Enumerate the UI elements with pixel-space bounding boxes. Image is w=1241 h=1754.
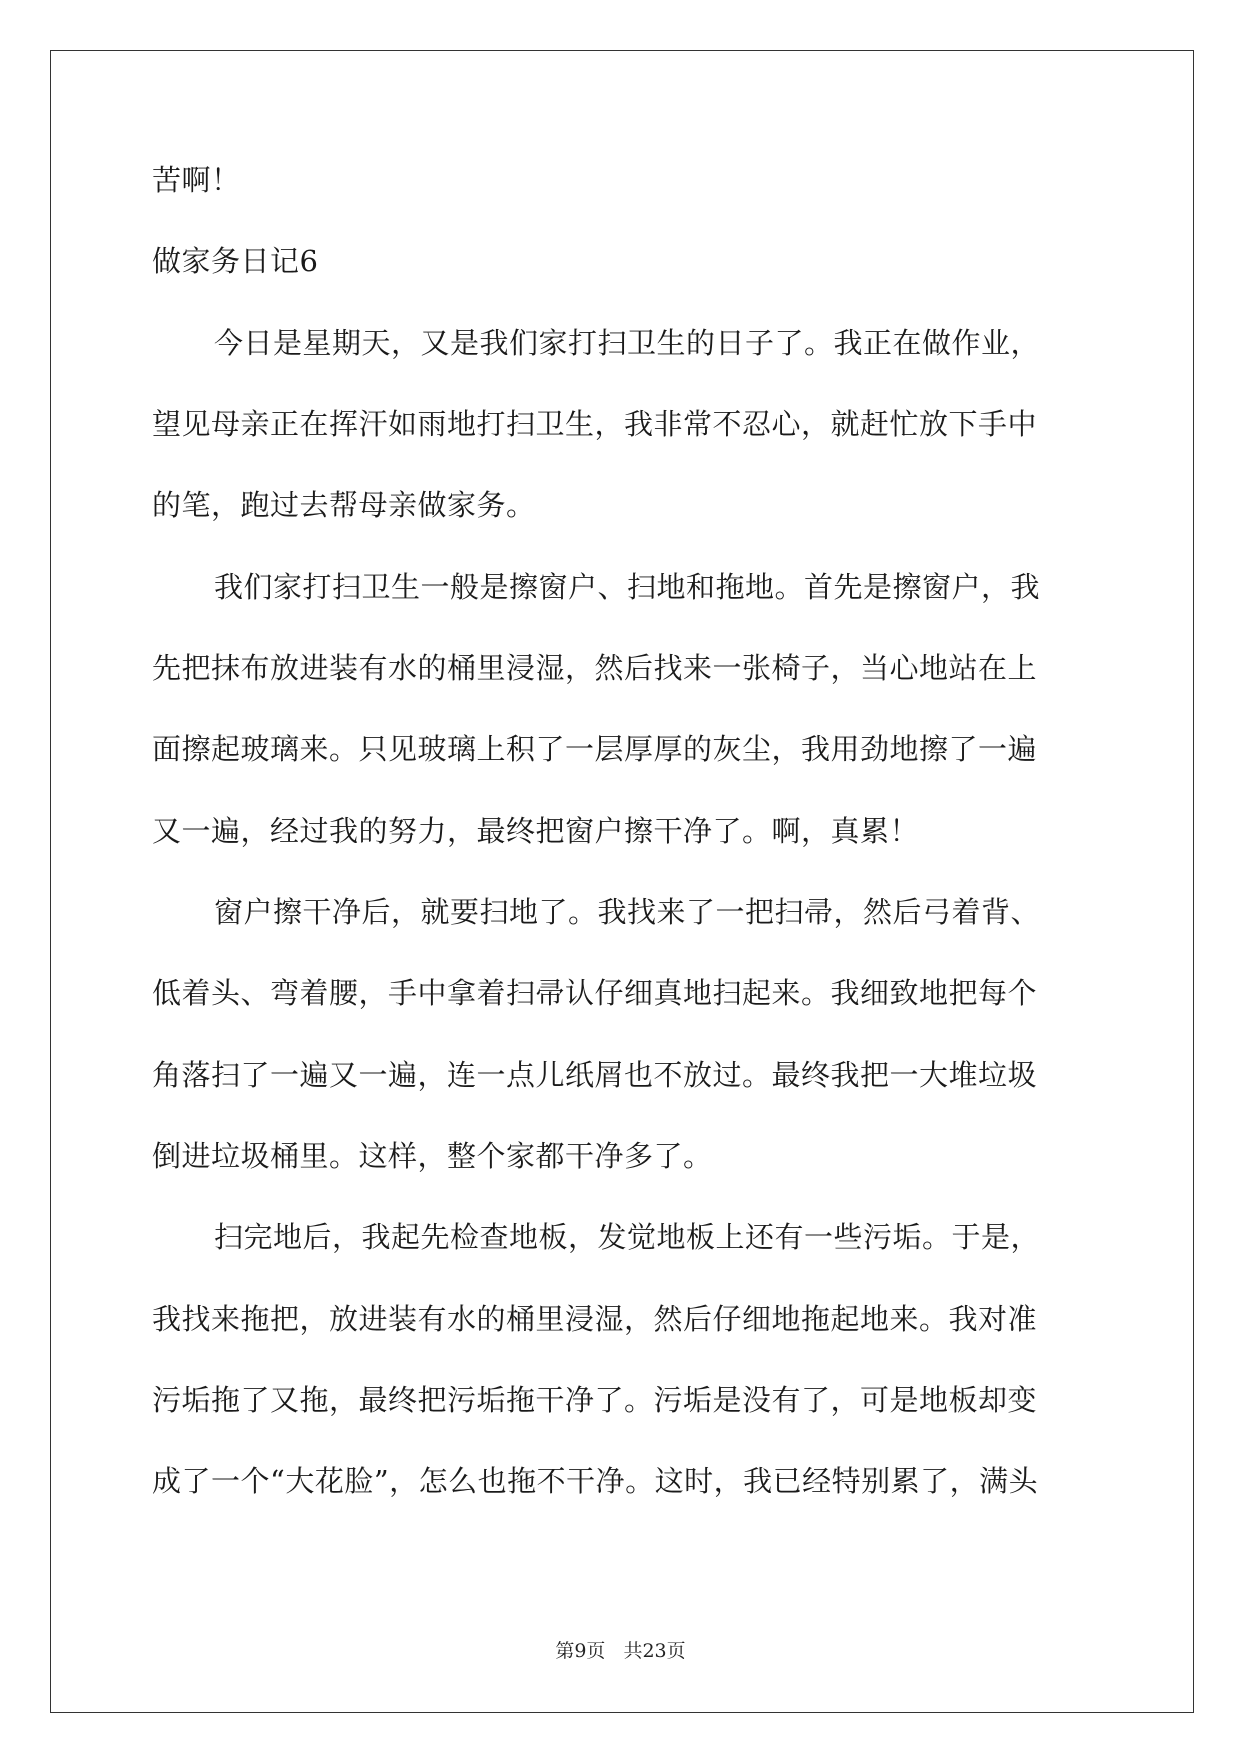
text-line: 又一遍，经过我的努力，最终把窗户擦干净了。啊，真累！	[152, 814, 920, 848]
text-line: 扫完地后，我起先检查地板，发觉地板上还有一些污垢。于是，	[214, 1220, 1041, 1254]
text-line: 面擦起玻璃来。只见玻璃上积了一层厚厚的灰尘，我用劲地擦了一遍	[152, 732, 1038, 766]
section-heading: 做家务日记6	[152, 244, 319, 278]
page-footer	[0, 1636, 1241, 1663]
text-line: 污垢拖了又拖，最终把污垢拖干净了。污垢是没有了，可是地板却变	[152, 1383, 1038, 1417]
text-line: 苦啊！	[152, 163, 241, 197]
text-line: 今日是星期天，又是我们家打扫卫生的日子了。我正在做作业，	[214, 326, 1041, 360]
text-line: 的笔，跑过去帮母亲做家务。	[152, 488, 536, 522]
page-total: 共23页	[623, 1640, 686, 1662]
text-line: 我找来拖把，放进装有水的桶里浸湿，然后仔细地拖起地来。我对准	[152, 1302, 1038, 1336]
text-line: 角落扫了一遍又一遍，连一点儿纸屑也不放过。最终我把一大堆垃圾	[152, 1058, 1038, 1092]
text-line: 先把抹布放进装有水的桶里浸湿，然后找来一张椅子，当心地站在上	[152, 651, 1038, 685]
text-line: 我们家打扫卫生一般是擦窗户、扫地和拖地。首先是擦窗户，我	[214, 570, 1041, 604]
text-line: 窗户擦干净后，就要扫地了。我找来了一把扫帚，然后弓着背、	[214, 895, 1041, 929]
text-line: 倒进垃圾桶里。这样，整个家都干净多了。	[152, 1139, 713, 1173]
text-line: 低着头、弯着腰，手中拿着扫帚认仔细真地扫起来。我细致地把每个	[152, 976, 1038, 1010]
text-line: 成了一个“大花脸”，怎么也拖不干净。这时，我已经特别累了，满头	[152, 1464, 1039, 1498]
text-line: 望见母亲正在挥汗如雨地打扫卫生，我非常不忍心，就赶忙放下手中	[152, 407, 1038, 441]
page-number: 第9页	[555, 1640, 606, 1662]
